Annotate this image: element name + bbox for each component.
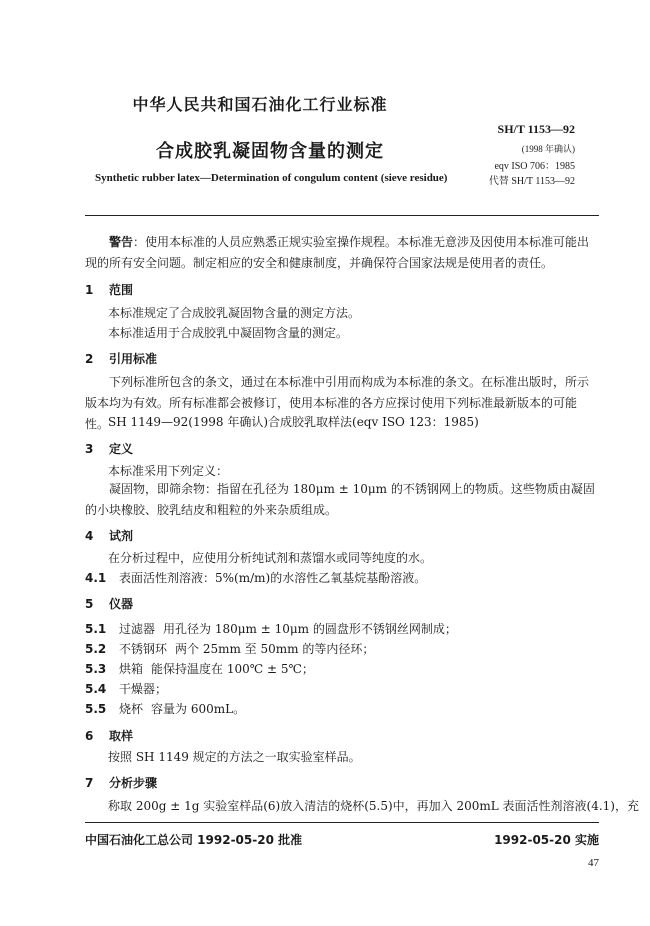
scope-line-1: 本标准规定了合成胶乳凝固物含量的测定方法。	[108, 306, 361, 320]
document-title-en: Synthetic rubber latex—Determination of congulum content (sieve residue)	[95, 172, 448, 184]
replaces-standard: 代替 SH/T 1153—92	[488, 176, 575, 187]
section-heading-scope: 1 范围	[85, 283, 134, 297]
section-heading-procedure: 7 分析步骤	[85, 776, 158, 790]
section-heading-apparatus: 5 仪器	[85, 597, 134, 611]
implementation-date: 1992-05-20 实施	[494, 833, 599, 847]
sampling-line: 按照 SH 1149 规定的方法之一取实验室样品。	[108, 750, 361, 764]
section-heading-definitions: 3 定义	[85, 442, 134, 456]
page-number: 47	[588, 857, 599, 869]
section-heading-sampling: 6 取样	[85, 729, 134, 743]
apparatus-item: 5.1 过滤器 用孔径为 180μm ± 10μm 的圆盘形不锈钢丝网制成；	[85, 622, 457, 636]
reference-item: SH 1149—92(1998 年确认)合成胶乳取样法(eqv ISO 123：1985)	[108, 415, 479, 429]
standard-code: SH/T 1153—92	[497, 122, 575, 136]
warning-text: ：使用本标准的人员应熟悉正规实验室操作规程。本标准无意涉及因使用本标准可能出现的所有安全问题。制定相应的安全和健康制度，并确保符合国家法规是使用者的责任。	[85, 235, 590, 270]
apparatus-item: 5.5 烧杯 容量为 600mL。	[85, 702, 246, 716]
header-divider	[85, 215, 599, 216]
apparatus-item: 5.2 不锈钢环 两个 25mm 至 50mm 的等内径环；	[85, 642, 375, 656]
reagent-item: 4.1 表面活性剂溶液：5%(m/m)的水溶性乙氧基烷基酚溶液。	[85, 571, 427, 585]
warning-paragraph	[85, 232, 599, 274]
confirmation-note: (1998 年确认)	[521, 144, 575, 154]
apparatus-item: 5.3 烘箱 能保持温度在 100℃ ± 5℃；	[85, 662, 314, 676]
equivalent-standard: eqv ISO 706：1985	[494, 161, 575, 172]
procedure-line: 称取 200g ± 1g 实验室样品(6)放入清洁的烧杯(5.5)中，再加入 200mL 表面活性剂溶液(4.1)，充	[108, 799, 639, 813]
definition-paragraph: 凝固物，即筛余物：指留在孔径为 180μm ± 10μm 的不锈钢网上的物质。这些物质由凝固的小块橡胶、胶乳结皮和粗粒的外来杂质组成。	[85, 482, 595, 517]
warning-label: 警告	[109, 235, 134, 249]
footer-divider	[85, 822, 599, 823]
apparatus-item: 5.4 干燥器；	[85, 682, 168, 696]
reagents-intro: 在分析过程中，应使用分析纯试剂和蒸馏水或同等纯度的水。	[108, 551, 433, 565]
references-paragraph: 下列标准所包含的条文，通过在本标准中引用而构成为本标准的条文。在标准出版时，所示版本均为有效。所有标准都会被修订，使用本标准的各方应探讨使用下列标准最新版本的可能性。	[85, 375, 590, 431]
industry-standard-header: 中华人民共和国石油化工行业标准	[132, 95, 388, 114]
definitions-intro: 本标准采用下列定义：	[108, 464, 229, 478]
section-heading-references: 2 引用标准	[85, 352, 158, 366]
scope-line-2: 本标准适用于合成胶乳中凝固物含量的测定。	[108, 326, 349, 340]
section-heading-reagents: 4 试剂	[85, 529, 134, 543]
document-title-cn: 合成胶乳凝固物含量的测定	[156, 141, 384, 162]
approval-note: 中国石油化工总公司 1992-05-20 批准	[85, 833, 303, 847]
